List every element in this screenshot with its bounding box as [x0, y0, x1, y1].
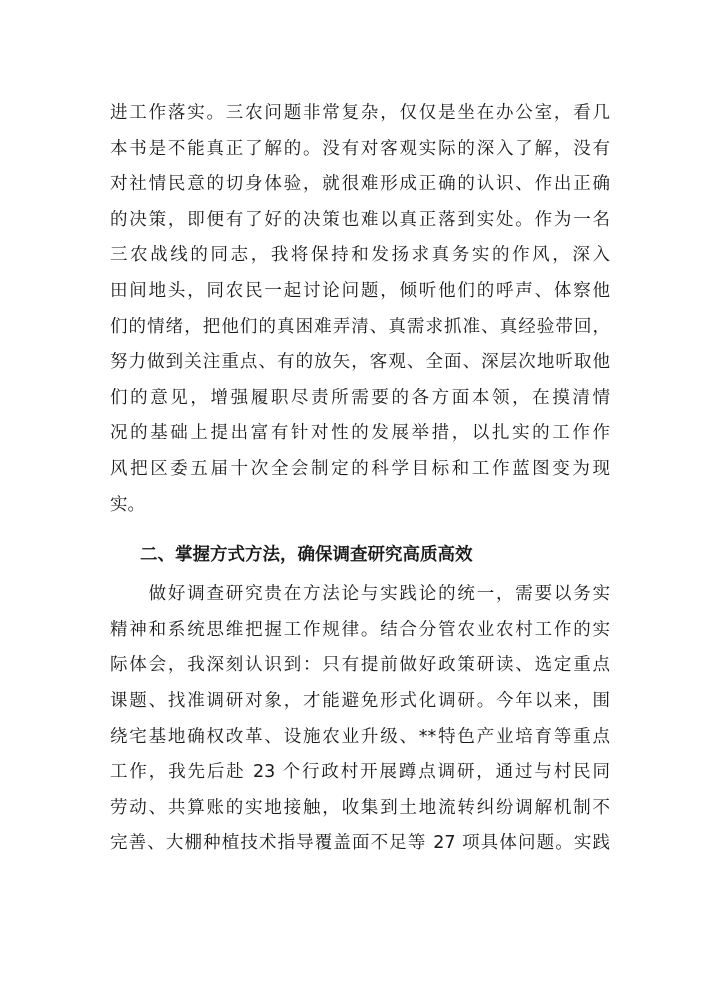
text-line: 实。 — [110, 494, 145, 515]
text-line: 风把区委五届十次全会制定的科学目标和工作蓝图变为现 — [110, 458, 610, 479]
paragraph-2 — [110, 577, 610, 862]
text-line: 本书是不能真正了解的。没有对客观实际的深入了解，没有 — [110, 138, 610, 159]
document-body — [110, 96, 610, 862]
paragraph-spacer — [110, 523, 610, 533]
text-line: 况的基础上提出富有针对性的发展举措，以扎实的工作作 — [110, 423, 610, 444]
text-line: 的决策，即便有了好的决策也难以真正落到实处。作为一名 — [110, 209, 610, 230]
text-line: 努力做到关注重点、有的放矢，客观、全面、深层次地听取他 — [110, 352, 610, 373]
text-line: 际体会，我深刻认识到：只有提前做好政策研读、选定重点 — [110, 655, 610, 676]
text-line: 田间地头，同农民一起讨论问题，倾听他们的呼声、体察他 — [110, 280, 610, 301]
text-line: 对社情民意的切身体验，就很难形成正确的认识、作出正确 — [110, 174, 610, 195]
section-heading: 二、掌握方式方法，确保调查研究高质高效 — [140, 545, 473, 566]
text-line: 们的情绪，把他们的真困难弄清、真需求抓准、真经验带回， — [110, 316, 610, 337]
paragraph-1 — [110, 96, 610, 523]
text-line: 完善、大棚种植技术指导覆盖面不足等 27 项具体问题。实践 — [110, 833, 610, 854]
text-line: 工作，我先后赴 23 个行政村开展蹲点调研，通过与村民同 — [110, 762, 610, 783]
text-line: 绕宅基地确权改革、设施农业升级、**特色产业培育等重点 — [110, 726, 610, 747]
text-line: 进工作落实。三农问题非常复杂，仅仅是坐在办公室，看几 — [110, 103, 610, 123]
text-line: 课题、找准调研对象，才能避免形式化调研。今年以来，围 — [110, 690, 610, 711]
text-line: 精神和系统思维把握工作规律。结合分管农业农村工作的实 — [110, 619, 610, 640]
text-line: 做好调查研究贵在方法论与实践论的统一，需要以务实 — [110, 584, 610, 605]
text-line: 劳动、共算账的实地接触，收集到土地流转纠纷调解机制不 — [110, 797, 610, 818]
text-line: 们的意见，增强履职尽责所需要的各方面本领，在摸清情 — [110, 387, 610, 408]
text-line: 三农战线的同志，我将保持和发扬求真务实的作风，深入 — [110, 245, 610, 266]
